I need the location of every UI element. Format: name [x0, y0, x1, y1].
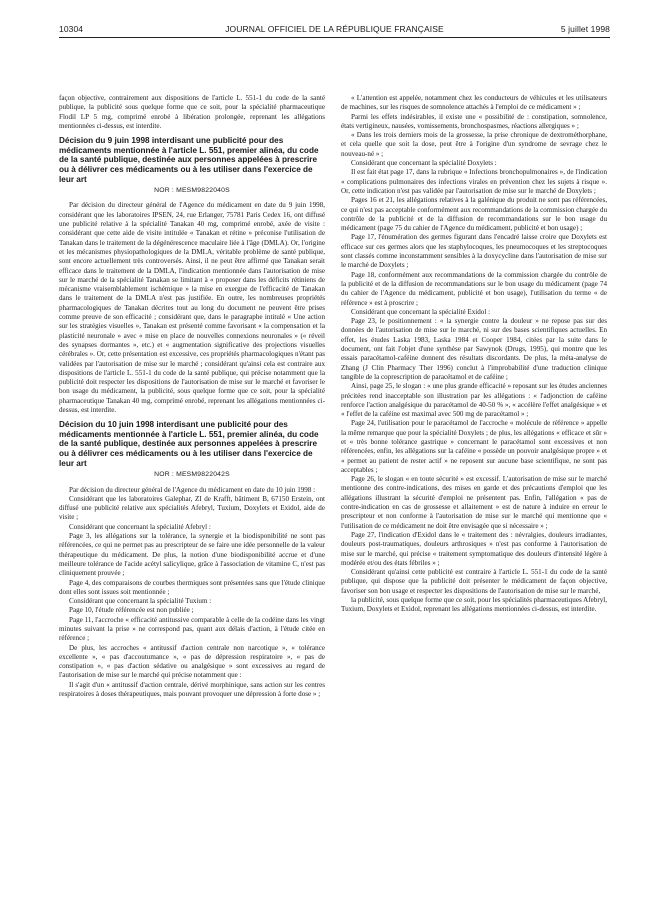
decision-2-paragraph: Page 10, l'étude référencée est non publiée ;	[69, 606, 194, 615]
decision-1-title: Décision du 9 juin 1998 interdisant une publicité pour des médicaments mentionnée à l'article L. 551, premier alinéa, du code de la santé publique, destinée aux personnes appelées à prescrire ou à délivrer ces médicaments ou à les utiliser dans l'exercice de leur art	[59, 136, 319, 184]
right-paragraph: Page 24, l'utilisation pour le paracétamol de l'accroche « molécule de référence » appelle la même remarque que pour la spécialité Doxylets ; de plus, les allégations « efficace et sûr » et « très bonne tolérance gastrique » concernant le paracétamol sont excessives et non référencées, enfin, les allégations sur la caféine « possède un pouvoir analgésique propre » et « permet au patient de rester actif » ne reposent sur aucune base scientifique, ne sont pas acceptables ;	[341, 419, 607, 474]
decision-2-paragraph: Considérant que les laboratoires Galephar, ZI de Krafft, bâtiment B, 67150 Erstein, ont diffusé une publicité relative aux spécialités Afebryl, Tuxium, Doxylets et Exidol, aide de visite ;	[59, 494, 325, 522]
right-column	[341, 94, 607, 615]
right-paragraph: « Dans les trois derniers mois de la grossesse, la prise chronique de dextrométhorphane, et cela quelle que soit la dose, peut être à l'origine d'un syndrome de sevrage chez le nouveau-né » ;	[341, 131, 607, 158]
right-paragraph: Page 18, conformément aux recommandations de la commission chargée du contrôle de la publicité et de la diffusion de recommandations sur le bon usage du médicament (page 74 du cahier de l'Agence du médicament, publicité et bon usage), l'utilisation du terme « de référence » est à proscrire ;	[341, 270, 607, 307]
decision-1-nor: NOR : MESM9822040S	[154, 187, 230, 195]
right-paragraph: Considérant qu'ainsi cette publicité est contraire à l'article L. 551-1 du code de la santé publique, qui dispose que la publicité doit présenter le médicament de façon objective, favoriser son bon usage et respecter les dispositions de l'autorisation de mise sur le marché,	[341, 568, 607, 595]
issue-date: 5 juillet 1998	[560, 24, 610, 34]
header-rule	[59, 37, 610, 38]
decision-2-paragraph: Il s'agit d'un « antitussif d'action centrale, dérivé morphinique, sans action sur les centres respiratoires à doses thérapeutiques, mais pouvant provoquer une dépression à forte dose » ;	[59, 680, 325, 699]
right-paragraph: « L'attention est appelée, notamment chez les conducteurs de véhicules et les utilisateurs de machines, sur les risques de somnolence attachés à l'emploi de ce médicament » ;	[341, 94, 607, 112]
decision-2-title: Décision du 10 juin 1998 interdisant une publicité pour des médicaments mentionnée à l'article L. 551, premier alinéa, du code de la santé publique, destinée aux personnes appelées à prescrire ou à délivrer ces médicaments ou à les utiliser dans l'exercice de leur art	[59, 420, 319, 468]
right-paragraph: Il est fait état page 17, dans la rubrique « Infections bronchopulmonaires », de l'indication « complications pulmonaires des infections virales en prévention chez les sujets à risque ». Or, cette indication n'est pas validée par l'autorisation de mise sur le marché de Doxylets ;	[341, 168, 607, 195]
right-paragraph: Ainsi, page 25, le slogan : « une plus grande efficacité » reposant sur les études anciennes précitées rend inacceptable son illustration par les allégations : « l'adjonction de caféine renforce l'action analgésique du paracétamol de 40-50 % », « accélère l'effet analgésique » et « l'effet de la caféine est maximal avec 500 mg de paracétamol » ;	[341, 382, 607, 419]
right-paragraph: la publicité, sous quelque forme que ce soit, pour les spécialités pharmaceutiques Afebryl, Tuxium, Doxylets et Exidol, reprenant les allégations mentionnées ci-dessus, est interdite.	[341, 596, 607, 614]
right-paragraph: Considérant que concernant la spécialité Doxylets :	[351, 159, 497, 168]
decision-2-paragraph: Considérant que concernant la spécialité Afebryl :	[69, 522, 211, 531]
decision-2-paragraph: Par décision du directeur général de l'Agence du médicament en date du 10 juin 1998 :	[69, 485, 316, 494]
decision-2-paragraph: Page 11, l'accroche « efficacité antitussive comparable à celle de la codéine dans les vingt minutes suivant la prise » ne correspond pas, quant aux délais d'action, à l'étude citée en référence ;	[59, 615, 325, 643]
page-header	[59, 24, 610, 36]
right-paragraph: Page 23, le positionnement : « la synergie contre la douleur » ne repose pas sur des données de l'autorisation de mise sur le marché, ni sur des bases scientifiques actuelles. En effet, les études Laska 1983, Laska 1984 et Cooper 1984, citées par la suite dans le document, ont fait l'objet d'une synthèse par Sawynok (Drugs, 1995), qui montre que les essais paracétamol-caféine donnent des résultats discordants. De plus, la méta-analyse de Zhang (J Clin Pharmacy Ther 1996) conclut à l'improbabilité d'une traduction clinique tangible de la coprescription de paracétamol et de caféine ;	[341, 317, 607, 381]
intro-paragraph: façon objective, contrairement aux dispositions de l'article L. 551-1 du code de la santé publique, la publicité sous quelque forme que ce soit, pour la spécialité pharmaceutique Flodil LP 5 mg, comprimé enrobé à libération prolongée, reprenant les allégations mentionnées ci-dessus, est interdite.	[59, 94, 325, 130]
decision-2-paragraph: Page 3, les allégations sur la tolérance, la synergie et la biodisponibilité ne sont pas référencées, ce qui ne permet pas au prescripteur de se faire une idée personnelle de la valeur thérapeutique du médicament. De plus, la notion d'une biodisponibilité accrue et d'une meilleure tolérance de l'acide acétyl salicylique, grâce à l'association de vitamine C, n'est pas cliniquement prouvée ;	[59, 532, 325, 578]
decision-2-paragraph: Considérant que concernant la spécialité Tuxium :	[69, 597, 212, 606]
right-paragraph: Parmi les effets indésirables, il existe une « possibilité de : constipation, somnolence, états vertigineux, nausées, vomissements, bronchospasmes, réactions allergiques » ;	[341, 112, 607, 130]
decision-2-paragraph: Page 4, des comparaisons de courbes thermiques sont présentées sans que l'étude clinique dont elles sont issues soit mentionnée ;	[59, 578, 325, 596]
page-number: 10304	[59, 24, 84, 34]
right-paragraph: Considérant que concernant la spécialité Exidol :	[351, 307, 491, 316]
journal-title: JOURNAL OFFICIEL DE LA RÉPUBLIQUE FRANÇAISE	[225, 24, 444, 34]
decision-2-paragraph: De plus, les accroches « antitussif d'action centrale non narcotique », « tolérance excellente », « pas d'accoutumance », « pas de dépression respiratoire », « pas de constipation », « pas d'action sédative ou analgésique » sont excessives au regard de l'autorisation de mise sur le marché qui précise notamment que :	[59, 643, 325, 680]
decision-1-paragraph: Par décision du directeur général de l'Agence du médicament en date du 9 juin 1998, considérant que les laboratoires IPSEN, 24, rue Erlanger, 75781 Paris Cedex 16, ont diffusé une publicité relative à la spécialité Tanakan 40 mg, comprimé enrobé, axée de visite : considérant que cette aide de visite intitulée « Tanakan et rétine » préconise l'utilisation de Tanakan dans le traitement de la dégénérescence maculaire liée à l'âge (DMLA). Or, l'origine et les mécanismes physiopathologiques de la DMLA, véritable problème de santé publique, sont encore actuellement très controversés. Ainsi, il ne peut être affirmé que Tanakan serait efficace dans le traitement de la DMLA, l'indication mentionnée dans l'autorisation de mise sur le marché de la spécialité Tanakan se limitant à « proposer dans les déficits rétiniens de mécanisme vraisemblablement ischémique » la mise en exergue de l'efficacité de Tanakan dans le traitement de la DMLA n'est pas justifiée. En outre, les nombreuses propriétés pharmacologiques de Tanakan décrites tout au long du document ne peuvent être prises comme preuve de son efficacité ; considérant que, dans le paragraphe intitulé « Une action sur les stratégies visuelles », Tanakan est présenté comme favorisant « la compensation et la plasticité neuronale » avec « mise en place de nouvelles connexions neuronales » (« réveil des synapses dormantes », etc.) et « augmentation significative des projections visuelles cérébrales ». Or, cette présentation est excessive, ces propriétés pharmacologiques n'étant pas validées par l'autorisation de mise sur le marché ; considérant qu'ainsi cela est contraire aux dispositions de l'article L. 551-1 du code de la santé publique, qui précise notamment que la publicité doit respecter les dispositions de l'autorisation de mise sur le marché et favoriser le bon usage du médicament, la publicité, sous quelque forme que ce soit, pour la spécialité pharmaceutique Tanakan 40 mg, comprimé enrobé, reprenant les allégations mentionnées ci-dessus, est interdite.	[59, 201, 325, 414]
right-paragraph: Pages 16 et 21, les allégations relatives à la galénique du produit ne sont pas référencées, ce qui n'est pas acceptable conformément aux recommandations de la commission chargée du contrôle de la publicité et de la diffusion de recommandations sur le bon usage du médicament (page 75 du cahier de l'Agence du médicament, publicité et bon usage) ;	[341, 196, 607, 233]
right-paragraph: Page 27, l'indication d'Exidol dans le « traitement des : névralgies, douleurs irradiantes, douleurs post-traumatiques, douleurs arthrosiques » n'est pas conforme à l'autorisation de mise sur le marché, qui précise « traitement symptomatique des douleurs d'intensité légère à modérée et/ou des états fébriles » ;	[341, 530, 607, 567]
right-paragraph: Page 26, le slogan « en toute sécurité » est excessif. L'autorisation de mise sur le marché mentionne des contre-indications, des mises en garde et des précautions d'emploi que les allégations illustrant la sécurité d'emploi ne présentent pas. Enfin, l'allégation « pas de contre-indication en cas de grossesse et allaitement » est de nature à induire en erreur le prescripteur et non conforme à l'autorisation de mise sur le marché qui mentionne que « l'utilisation de ce médicament ne doit être envisagée que si nécessaire » ;	[341, 475, 607, 530]
left-column	[59, 94, 325, 699]
decision-2-nor: NOR : MESM9822042S	[154, 471, 230, 479]
right-paragraph: Page 17, l'énumération des germes figurant dans l'encadré laisse croire que Doxylets est efficace sur ces germes alors que les staphylocoques, les pneumocoques et les streptocoques sont classés comme inconstamment sensibles à la doxycycline dans l'autorisation de mise sur le marché de Doxylets ;	[341, 233, 607, 270]
